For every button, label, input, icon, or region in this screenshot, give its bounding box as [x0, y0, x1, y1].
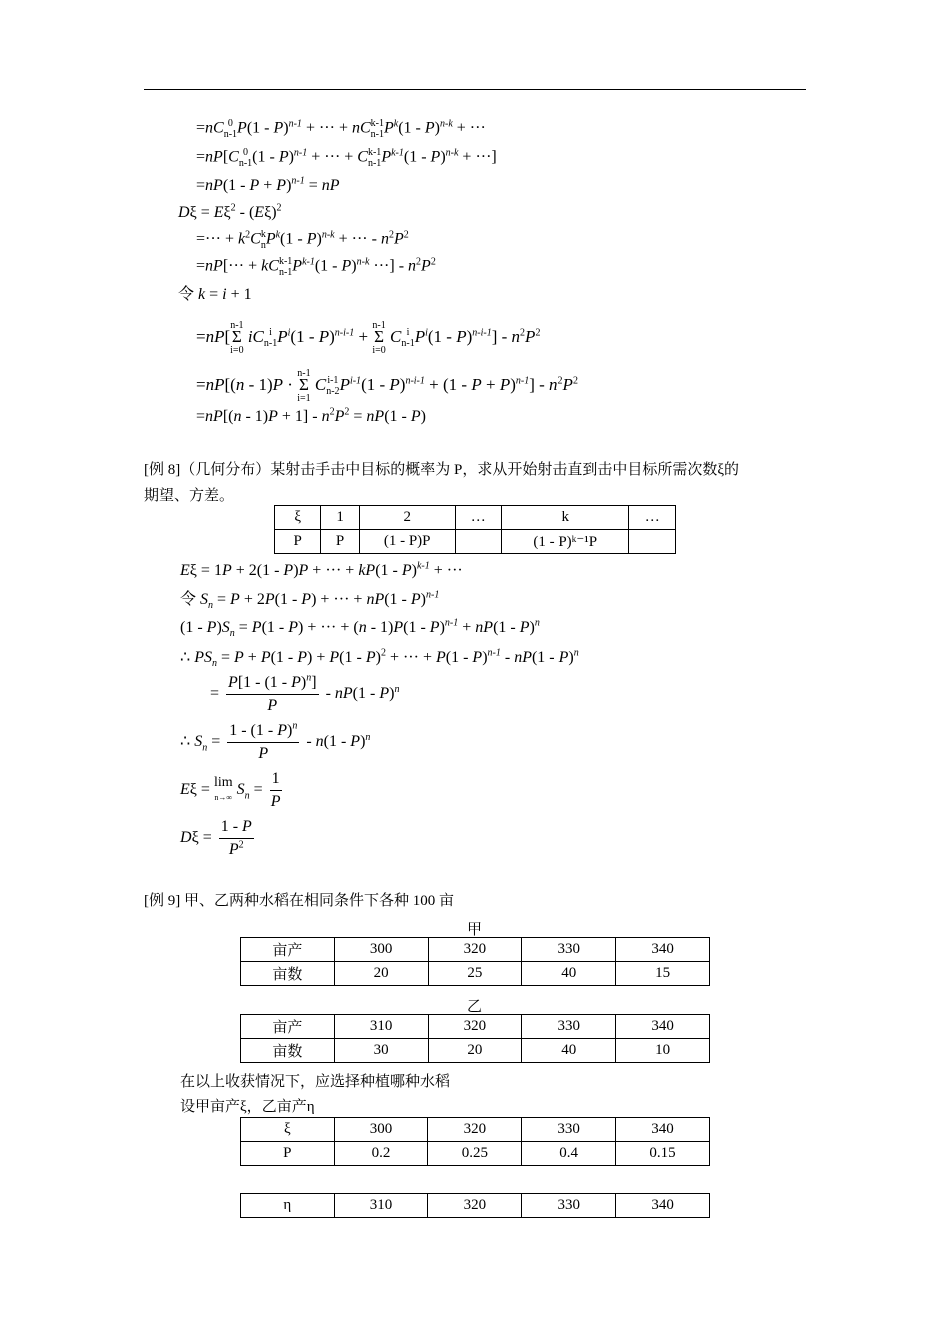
table-cell: 亩数 [241, 962, 335, 986]
table-cell: 330 [522, 938, 616, 962]
table-cell: 340 [616, 1118, 710, 1142]
derivation-line-6: =nP[··· + kCk-1 $n-1P^{k-1}(1 - P)^{n-k}$ ···] - $n^2P^2$ [196, 256, 436, 278]
table-cell: 0.2 [334, 1142, 428, 1166]
table-cell: 30 [334, 1039, 428, 1063]
yi-caption: 乙 [467, 999, 483, 1015]
table-cell: 25 [428, 962, 522, 986]
table-row [241, 1039, 710, 1063]
table-cell: 330 [522, 1194, 616, 1218]
table-row [241, 1015, 710, 1039]
table-cell: ξ [241, 1118, 335, 1142]
table-cell: 320 [428, 1194, 522, 1218]
table-cell: 20 [334, 962, 428, 986]
table-cell: 1 [321, 506, 359, 530]
table-cell: 亩产 [241, 1015, 335, 1039]
table-cell: 310 [334, 1015, 428, 1039]
geometric-distribution-table [274, 505, 676, 554]
derivation-line-3: $=nP(1 - P + P)^{n-1}$ = nP [196, 175, 340, 194]
table-cell: P [275, 530, 321, 554]
table-cell: 300 [334, 1118, 428, 1142]
derivation-line-10: $=nP[(n - 1)P + 1] - n^2P^2 = nP(1 - P)$ [196, 406, 426, 425]
ex8-geometric-sum: = $\frac{P[1 - (1 - P)^n]}{P}$ - nP(1 - P)$^n$ [210, 672, 400, 714]
derivation-line-1: =nC 0 n-1P(1 - P)$^{n-1}$ + ··· + nCk-1 $n-1P^k(1 - P)^{n-k}$ + ··· [196, 118, 486, 140]
table-cell: 40 [522, 1039, 616, 1063]
ex8-shifted-series: $(1 - P)S_n = P(1 - P)$ + ··· + (n - 1)P(1 - P)$^{n-1}$ + nP(1 - P)$^n$ [180, 617, 540, 640]
table-cell: 2 [359, 506, 455, 530]
table-cell: 15 [616, 962, 710, 986]
table-row [241, 938, 710, 962]
table-cell: 0.25 [428, 1142, 522, 1166]
table-cell: 340 [616, 1194, 710, 1218]
table-cell [455, 530, 501, 554]
table-cell: 340 [616, 938, 710, 962]
table-cell: 310 [334, 1194, 428, 1218]
derivation-line-7: 令 k = i + 1 [178, 286, 252, 303]
ex8-difference: ∴ $PS_n = P + P(1 - P) + P(1 - P)^2$ + ··· + P(1 - P)$^{n-1}$ - nP(1 - P)$^n$ [180, 647, 579, 670]
table-cell: 320 [428, 938, 522, 962]
ex8-limit: Eξ = lim n→∞ $S_n$ = $\frac{1}{P}$ [180, 770, 281, 810]
table-cell: (1 - P)P [359, 530, 455, 554]
table-cell: 300 [334, 938, 428, 962]
eta-distribution-table [240, 1193, 710, 1218]
derivation-line-2: =nP[C 0 n-1(1 - P)$^{n-1}$ + ··· + Ck-1 $n-1P^{k-1}(1 - P)^{n-k}$ + ···] [196, 147, 497, 169]
ex8-heading-line1: [例 8]（几何分布）某射击手击中目标的概率为 P，求从开始射击直到击中目标所需次数ξ的 [144, 462, 740, 478]
table-cell: 20 [428, 1039, 522, 1063]
table-cell: 320 [428, 1118, 522, 1142]
ex8-sn-result: ∴ $S_n$ = $\frac{1 - (1 - P)^n}{P}$ - n(1 - P)$^n$ [180, 720, 371, 762]
xi-distribution-table [240, 1117, 710, 1166]
jia-yield-table [240, 937, 710, 986]
table-cell: (1 - P)ᵏ⁻¹P [502, 530, 629, 554]
ex8-expectation-series: Eξ = 1P + 2(1 - P)P + ··· + kP(1 - P)$^{k-1}$ + ··· [180, 560, 463, 579]
table-cell: 340 [616, 1015, 710, 1039]
derivation-line-9: =nP[(n - 1)P · n-1 Σ i=1 Ci-1 $n-2P^{i-1}(1 - P)^{n-i-1} + (1 - P + P)^{n-1}] - n^2P^2$ [196, 368, 578, 404]
table-row [275, 530, 676, 554]
table-cell: 10 [616, 1039, 710, 1063]
table-cell: … [455, 506, 501, 530]
ex8-sn-definition: 令 $S_n = P + 2P(1 - P)$ + ··· + nP(1 - P)$^{n-1}$ [180, 589, 440, 612]
table-cell: ξ [275, 506, 321, 530]
header-rule [144, 89, 806, 90]
table-cell: P [321, 530, 359, 554]
table-cell: 330 [522, 1015, 616, 1039]
table-cell: 0.15 [616, 1142, 710, 1166]
table-cell: 亩数 [241, 1039, 335, 1063]
table-row [241, 1194, 710, 1218]
table-cell [629, 530, 676, 554]
table-cell: 40 [522, 962, 616, 986]
derivation-line-5: =··· + $k^2Ck$ $nP^k(1 - P)^{n-k}$ + ··· - $n^2P^2$ [196, 229, 409, 251]
derivation-line-4: $D\xi = E\xi^2 - (E\xi)^2$ [178, 202, 282, 221]
ex8-variance: Dξ = $\frac{1 - P}{P^2}$ [180, 818, 252, 858]
table-cell: k [502, 506, 629, 530]
table-cell: η [241, 1194, 335, 1218]
ex9-question: 在以上收获情况下，应选择种植哪种水稻 [180, 1074, 451, 1090]
yi-yield-table [240, 1014, 710, 1063]
table-cell: 0.4 [522, 1142, 616, 1166]
ex9-setup: 设甲亩产ξ，乙亩产η [180, 1099, 315, 1115]
table-cell: 320 [428, 1015, 522, 1039]
ex9-heading: [例 9] 甲、乙两种水稻在相同条件下各种 100 亩 [144, 893, 454, 909]
table-cell: P [241, 1142, 335, 1166]
table-cell: … [629, 506, 676, 530]
ex8-heading-line2: 期望、方差。 [144, 488, 235, 504]
derivation-line-8: =nP[n-1 Σ i=0 iC i $n-1P^i(1 - P)^{n-i-1} + n-1$ Σ i=0 C i $n-1P^i(1 - P)^{n-i-1}] - n^2P^2$ [196, 320, 541, 356]
jia-caption: 甲 [467, 922, 483, 938]
table-row [241, 1118, 710, 1142]
table-cell: 330 [522, 1118, 616, 1142]
table-row [241, 1142, 710, 1166]
table-row [275, 506, 676, 530]
table-row [241, 962, 710, 986]
table-cell: 亩产 [241, 938, 335, 962]
